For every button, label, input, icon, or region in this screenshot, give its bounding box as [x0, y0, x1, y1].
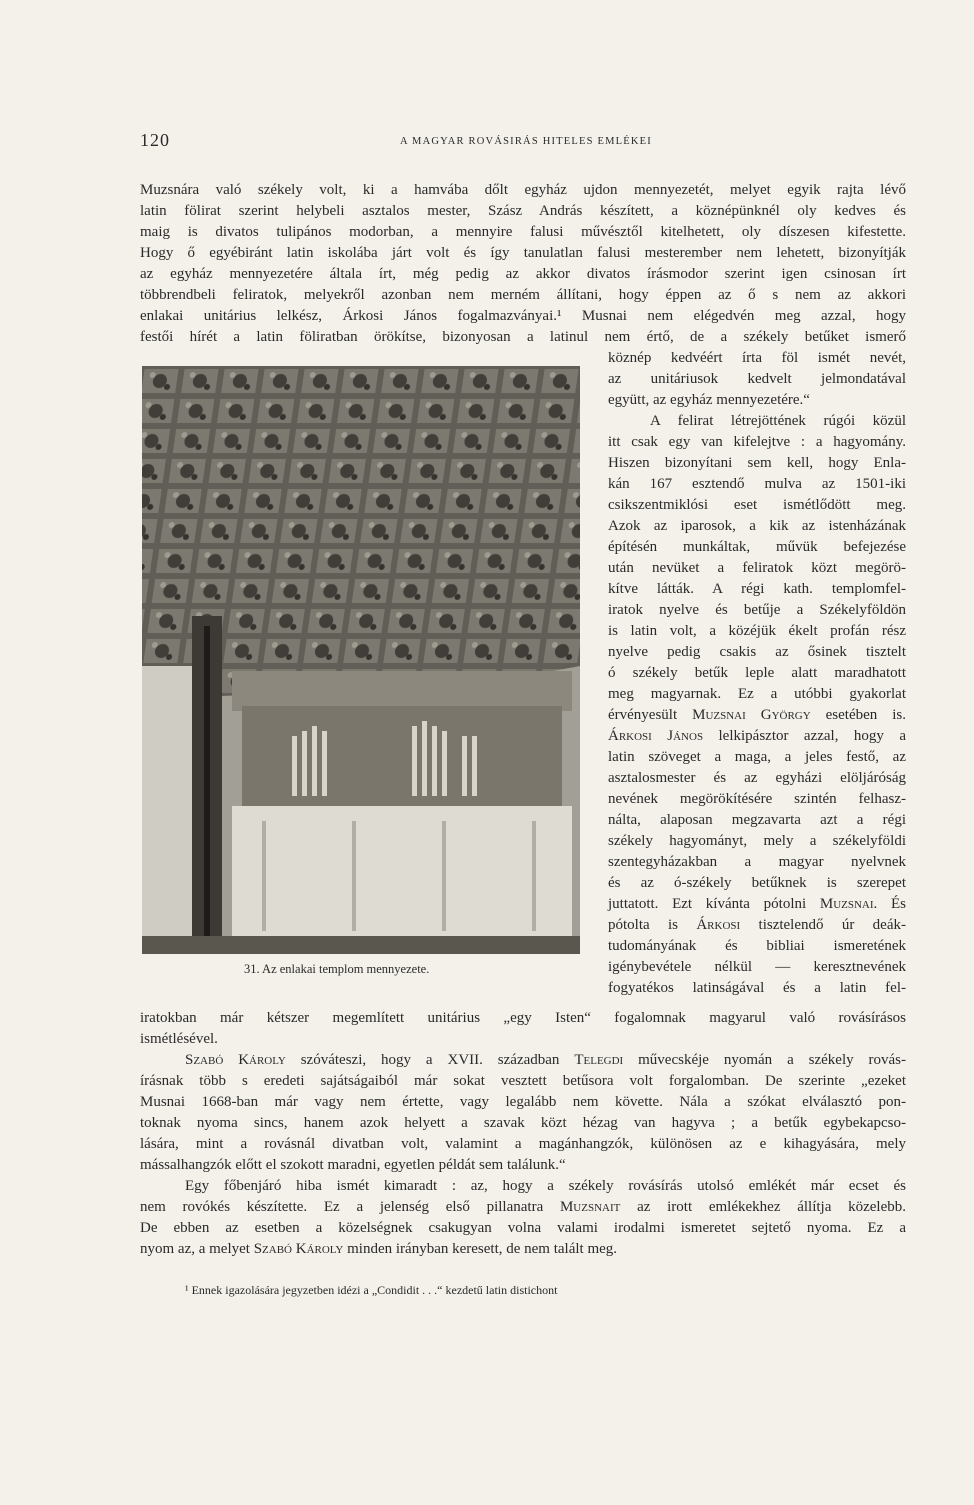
- text-line: székely hagyományt, mely a székelyföldi: [608, 833, 906, 849]
- text-line: enlakai unitárius lelkész, Árkosi János fogalmazványai.¹ Musnai nem elégedvén meg azzal, hogy: [140, 308, 906, 324]
- text-line: nálta, alaposan megzavarta azt a régi: [608, 812, 906, 828]
- text-line: az unitáriusok kedvelt jelmondatával: [608, 371, 906, 387]
- name-smallcaps: Árkosi János: [608, 728, 704, 744]
- text-line: De ebben az esetben a közelségnek csakugyan volna valami irodalmi ismeretet sejtető nyoma. Ez a: [140, 1220, 906, 1236]
- text-span: lelkipásztor azzal, hogy a: [703, 728, 906, 744]
- text-span: juttatott. Ezt kívánta pótolni: [608, 896, 820, 912]
- text-line: [608, 915, 906, 935]
- text-line: és az ó-székely betűknek is szerepet: [608, 875, 906, 891]
- name-smallcaps: Szabó Károly: [253, 1241, 344, 1257]
- text-line: szentegyházakban a magyar nyelvnek: [608, 854, 906, 870]
- text-span: tisztelendő úr deák-: [740, 917, 906, 933]
- text-span: . És: [873, 896, 906, 912]
- text-line: Hogy ő egyébiránt latin iskolába járt volt és így tanulatlan falusi mesterember nem lehetett, bizonyítják: [140, 245, 906, 261]
- text-line: toknak nyoma sincs, hanem azok helyett a szavak közt hézag van hagyva ; a betűk egybekapcso-: [140, 1115, 906, 1131]
- ceiling-illustration: [142, 366, 580, 954]
- text-line: [608, 705, 906, 725]
- text-line: lására, mint a rovásnál divatban volt, valamint a magánhangzók, különösen az e kihagyására, mely: [140, 1136, 906, 1152]
- text-line: Muzsnára való székely volt, ki a hamvába dőlt egyház ujdon mennyezetét, melyet egyik rajta lévő: [140, 182, 906, 198]
- text-line: fogyatékos latinságával és a latin fel-: [608, 980, 906, 996]
- text-span: nem rovókés készítette. Ez a jelenség első pillanatra: [140, 1199, 560, 1215]
- text-line: Egy főbenjáró hiba ismét kimaradt : az, hogy a székely rovásírás utolsó emlékét már ecset és: [185, 1178, 906, 1194]
- text-line: [608, 726, 906, 746]
- text-span: az irott emlékekhez állítja közelebb.: [620, 1199, 906, 1215]
- text-line: többrendbeli feliratok, melyekről azonban nem merném állítani, hogy éppen az ő s nem az akkori: [140, 287, 906, 303]
- text-line: Musnai 1668-ban már vagy nem értette, vagy legalább nem követte. Nála a szókat elválasztó pon-: [140, 1094, 906, 1110]
- text-line: meg magyarnak. Ez a utóbbi gyakorlat: [608, 686, 906, 702]
- text-line: együtt, az egyház mennyezetére.“: [608, 392, 810, 408]
- text-line: kán 167 esztendő mulva az 1501-iki: [608, 476, 906, 492]
- name-smallcaps: Muzsnai: [819, 896, 874, 912]
- text-line: Hiszen bizonyítani sem kell, hogy Enla-: [608, 455, 906, 471]
- name-smallcaps: Telegdi: [574, 1052, 624, 1068]
- page-number: 120: [140, 130, 170, 150]
- text-line: csikszentmiklósi eset ismétlődött meg.: [608, 497, 906, 513]
- text-span: minden irányban keresett, de nem talált meg.: [343, 1241, 618, 1257]
- text-line: nevének megörökítésére szintén felhasz-: [608, 791, 906, 807]
- name-smallcaps: Muzsnai György: [692, 707, 811, 723]
- text-span: nyom az, a melyet: [140, 1241, 254, 1257]
- text-span: szóváteszi, hogy a XVII. században: [285, 1052, 575, 1068]
- text-line: A felirat létrejöttének rúgói közül: [650, 413, 906, 429]
- text-line: [185, 1050, 906, 1070]
- text-line: is latin volt, a közéjük ékelt profán rész: [608, 623, 906, 639]
- text-line: tudományának és bibliai ismeretének: [608, 938, 906, 954]
- text-line: köznép kedvéért írta föl ismét nevét,: [608, 350, 906, 366]
- text-line: iratokban már kétszer megemlített unitárius „egy Isten“ fogalomnak magyarul való rovásírásos: [140, 1010, 906, 1026]
- text-line: asztalosmester és az egyházi elöljáróság: [608, 770, 906, 786]
- text-line: írásnak több s eredeti sajátságaiból már sokat vesztett betűsora volt forgalomban. De szerinte „ezeket: [140, 1073, 906, 1089]
- name-smallcaps: Muzsnait: [559, 1199, 621, 1215]
- text-line: latin szöveget a maga, a jeles festő, az: [608, 749, 906, 765]
- text-line: igénybevétele nélkül — keresztnevének: [608, 959, 906, 975]
- text-line: iratok nyelve és betűje a Székelyföldön: [608, 602, 906, 618]
- text-line: [140, 1197, 906, 1217]
- text-line: [140, 1239, 906, 1259]
- text-line: ó székely betűk leple alatt maradhatott: [608, 665, 906, 681]
- text-line: után nevüket a feliratok közt megörö-: [608, 560, 906, 576]
- text-line: [608, 894, 906, 914]
- text-line: nyelve pedig csakis az ősinek tisztelt: [608, 644, 906, 660]
- name-smallcaps: Árkosi: [696, 917, 741, 933]
- figure-caption: 31. Az enlakai templom mennyezete.: [244, 962, 430, 976]
- text-line: kítve látták. A régi kath. templomfel-: [608, 581, 906, 597]
- text-span: művecskéje nyomán a székely rovás-: [623, 1052, 906, 1068]
- text-line: itt csak egy van kifelejtve : a hagyomány.: [608, 434, 906, 450]
- text-line: Azok az iparosok, a kik az istenházának: [608, 518, 906, 534]
- text-line: építésén munkáltak, művük befejezése: [608, 539, 906, 555]
- text-line: festői hírét a latin föliratban örökítse, bizonyosan a latinul nem értő, de a székely betűket ismerő: [140, 329, 906, 345]
- text-span: pótolta is: [608, 917, 697, 933]
- text-line: maig is divatos tulipános modorban, a mennyire falusi művésztől kitelhetett, oly díszesen kifestette.: [140, 224, 906, 240]
- text-line: az egyház mennyezetére általa írt, még pedig az akkor divatos írásmodor szerint igen csinosan írt: [140, 266, 906, 282]
- footnote: ¹ Ennek igazolására jegyzetben idézi a „Condidit . . .“ kezdetű latin distichont: [185, 1283, 558, 1297]
- text-line: latin fölirat szerint helybeli asztalos mester, Szász András készített, a köznépünknél oly kedves és: [140, 203, 906, 219]
- name-smallcaps: Szabó Károly: [185, 1052, 286, 1068]
- text-span: esetében is.: [810, 707, 906, 723]
- running-head: A MAGYAR ROVÁSIRÁS HITELES EMLÉKEI: [400, 136, 652, 147]
- text-span: érvényesült: [608, 707, 693, 723]
- figure-photo-church-ceiling: [142, 366, 580, 954]
- text-line: ismétlésével.: [140, 1031, 218, 1047]
- text-line: mássalhangzók előtt el szokott maradni, egyetlen példát sem találunk.“: [140, 1157, 566, 1173]
